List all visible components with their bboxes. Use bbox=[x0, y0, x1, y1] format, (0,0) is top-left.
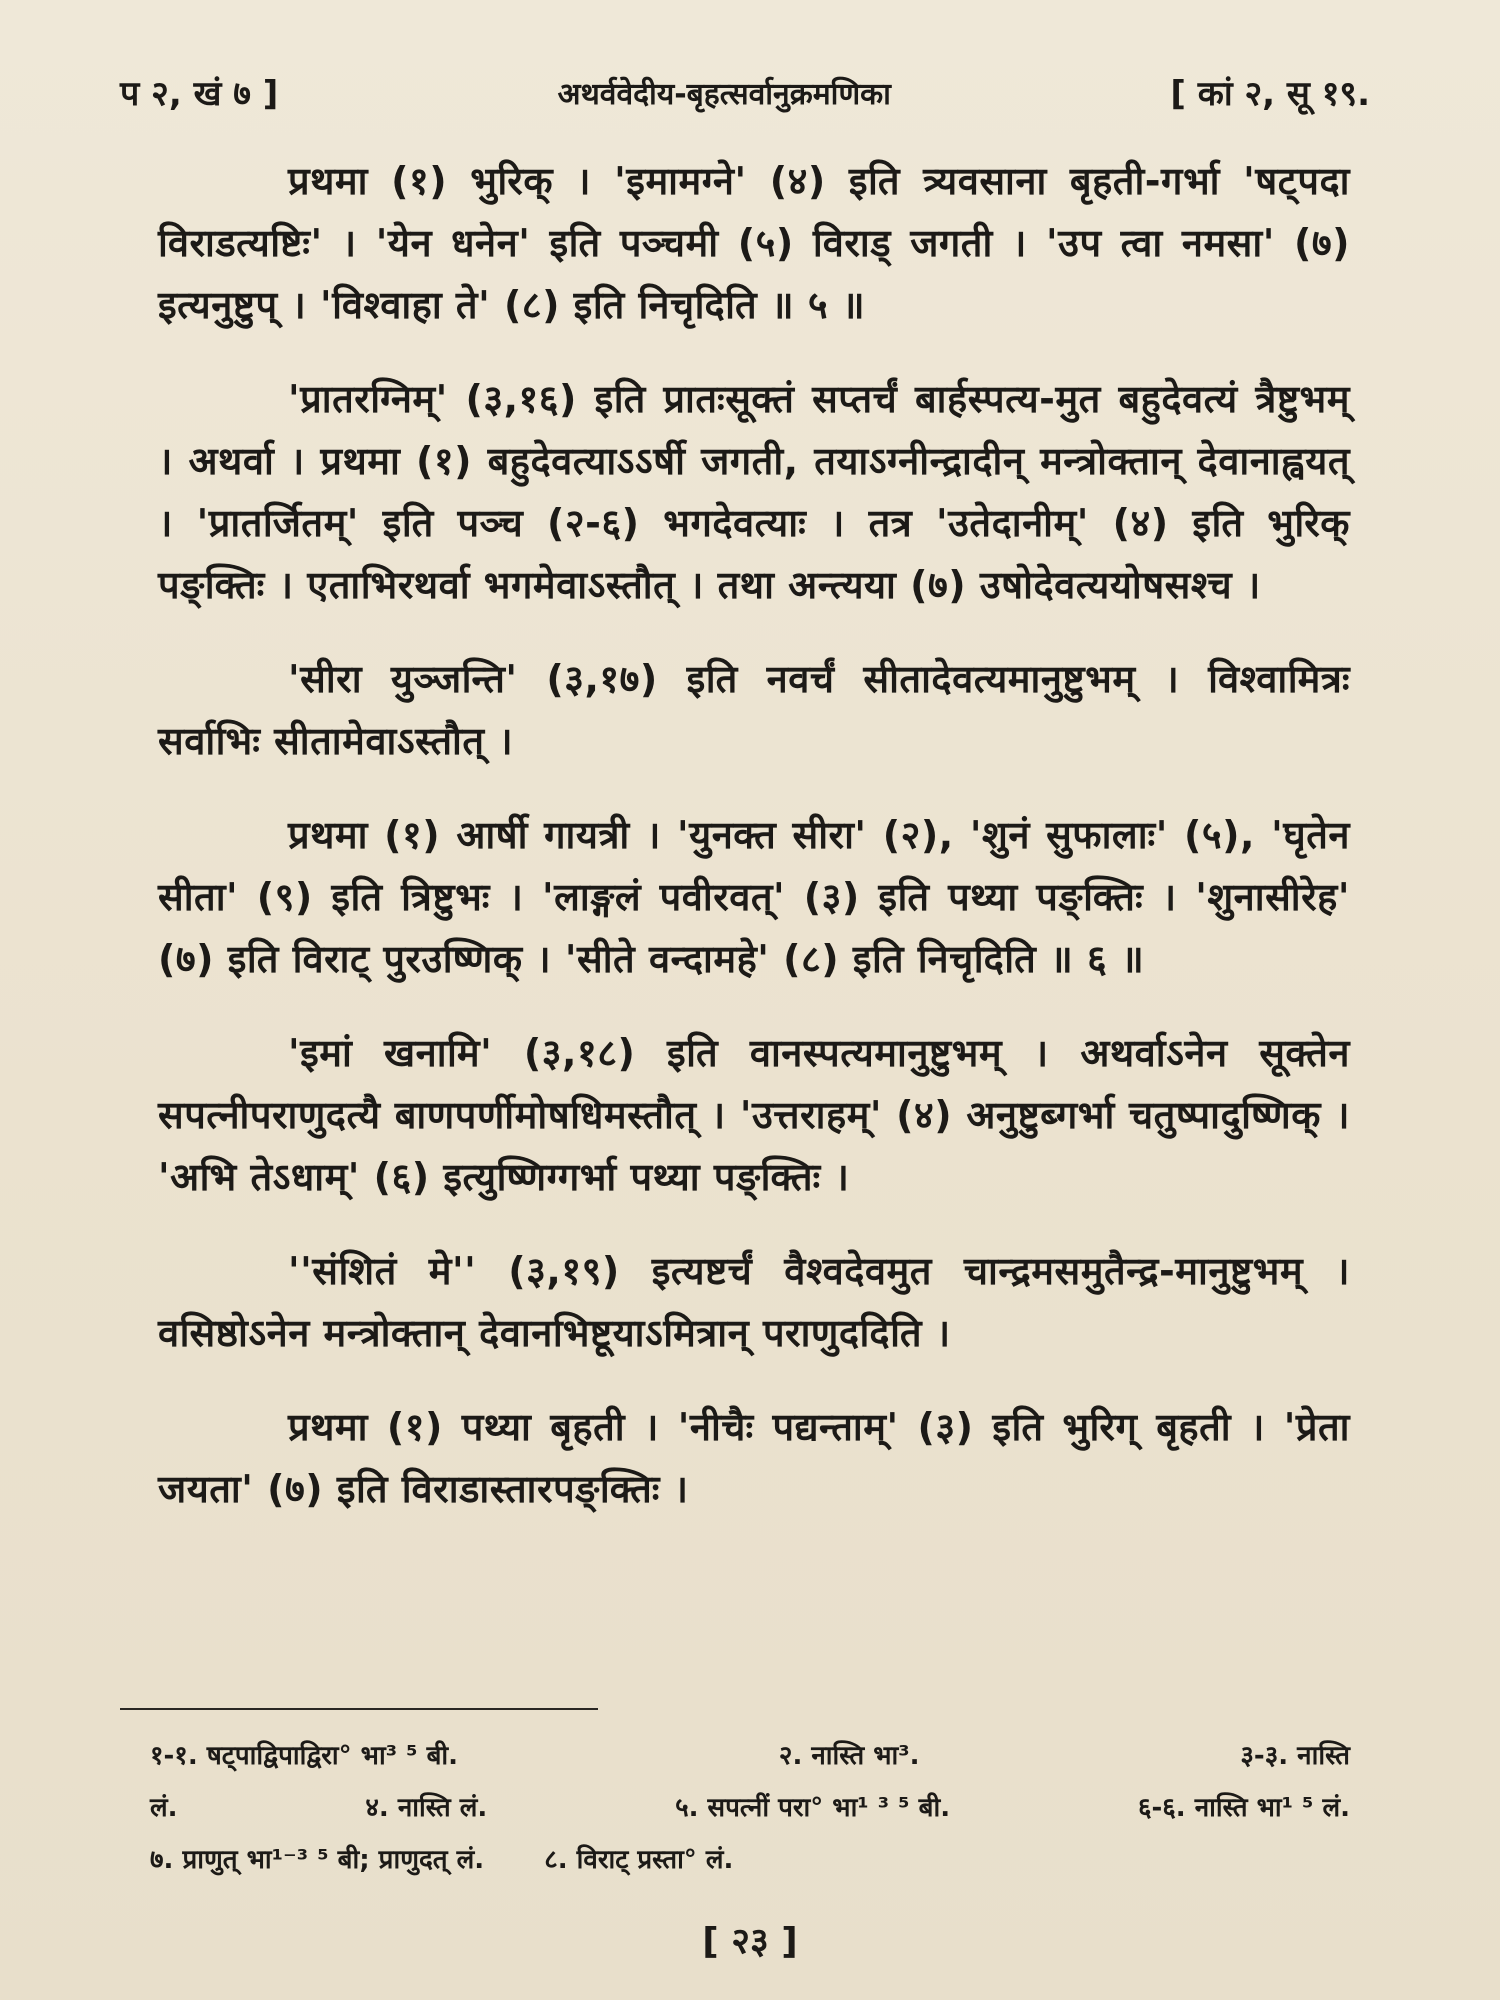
paragraph: ''संशितं मे'' (३,१९) इत्यष्टर्चं वैश्वदेवमुत चान्द्रमसमुतैन्द्र-मानुष्टुभम् । वसिष्ठोऽनेन मन्त्रोक्तान् देवानभिष्टूयाऽमित्रान् पराणुददिति । bbox=[158, 1249, 1350, 1355]
header-left: प २, खं ७ ] bbox=[120, 74, 279, 114]
footnote-line bbox=[150, 1782, 1350, 1834]
page-number: [ २३ ] bbox=[702, 1921, 798, 1962]
paragraph: प्रथमा (१) पथ्या बृहती । 'नीचैः पद्यन्ताम्' (३) इति भुरिग् बृहती । 'प्रेता जयता' (७) इति विराडास्तारपङ्क्तिः । bbox=[158, 1405, 1350, 1511]
footnote: ५. सपत्नीं परा° भा¹ ³ ⁵ बी. bbox=[675, 1793, 951, 1823]
footnote-divider bbox=[120, 1708, 598, 1710]
footnote: ८. विराट् प्रस्ता° लं. bbox=[544, 1845, 734, 1875]
footnotes bbox=[150, 1730, 1350, 1886]
footnote: ३-३. नास्ति bbox=[1240, 1741, 1350, 1771]
paragraph: 'इमां खनामि' (३,१८) इति वानस्पत्यमानुष्टुभम् । अथर्वाऽनेन सूक्तेन सपत्नीपराणुदत्यै बाणपर्णीमोषधिमस्तौत् । 'उत्तराहम्' (४) अनुष्टुब्गर्भा चतुष्पादुष्णिक् । 'अभि तेऽधाम्' (६) इत्युष्णिग्गर्भा पथ्या पङ्क्तिः । bbox=[158, 1031, 1350, 1199]
footnote: लं. bbox=[150, 1793, 178, 1823]
running-header bbox=[120, 62, 1370, 122]
footnote: ६-६. नास्ति भा¹ ⁵ लं. bbox=[1137, 1793, 1350, 1823]
footnote-line bbox=[150, 1730, 1350, 1782]
main-text bbox=[158, 150, 1350, 1552]
footnote: ७. प्राणुत् भा¹⁻³ ⁵ बी; प्राणुदत् लं. bbox=[150, 1845, 485, 1875]
paragraph: 'प्रातरग्निम्' (३,१६) इति प्रातःसूक्तं सप्तर्चं बार्हस्पत्य-मुत बहुदेवत्यं त्रैष्टुभम् । अथर्वा । प्रथमा (१) बहुदेवत्याऽऽर्षी जगती, तयाऽग्नीन्द्रादीन् मन्त्रोक्तान् देवानाह्वयत् । 'प्रातर्जितम्' इति पञ्च (२-६) भगदेवत्याः । तत्र 'उतेदानीम्' (४) इति भुरिक् पङ्क्तिः । एताभिरथर्वा भगमेवाऽस्तौत् । तथा अन्त्यया (७) उषोदेवत्ययोषसश्च । bbox=[158, 377, 1350, 607]
header-right: [ कां २, सू १९. bbox=[1170, 74, 1370, 114]
paragraph: प्रथमा (१) भुरिक् । 'इमामग्ने' (४) इति त्र्यवसाना बृहती-गर्भा 'षट्पदा विराडत्यष्टिः' । 'येन धनेन' इति पञ्चमी (५) विराड् जगती । 'उप त्वा नमसा' (७) इत्यनुष्टुप् । 'विश्वाहा ते' (८) इति निचृदिति ॥ ५ ॥ bbox=[158, 159, 1350, 327]
footnote: ४. नास्ति लं. bbox=[365, 1793, 488, 1823]
footnote: १-१. षट्पाद्विपाद्विरा° भा³ ⁵ बी. bbox=[150, 1741, 459, 1771]
footnote-line bbox=[150, 1834, 1350, 1886]
footnote: २. नास्ति भा³. bbox=[778, 1741, 920, 1771]
paragraph: 'सीरा युञ्जन्ति' (३,१७) इति नवर्चं सीतादेवत्यमानुष्टुभम् । विश्वामित्रः सर्वाभिः सीतामेवाऽस्तौत् । bbox=[158, 657, 1350, 763]
header-title: अथर्ववेदीय-बृहत्सर्वानुक्रमणिका bbox=[557, 76, 891, 112]
paragraph: प्रथमा (१) आर्षी गायत्री । 'युनक्त सीरा' (२), 'शुनं सुफालाः' (५), 'घृतेन सीता' (९) इति त्रिष्टुभः । 'लाङ्गलं पवीरवत्' (३) इति पथ्या पङ्क्तिः । 'शुनासीरेह' (७) इति विराट् पुरउष्णिक् । 'सीते वन्दामहे' (८) इति निचृदिति ॥ ६ ॥ bbox=[158, 813, 1350, 981]
